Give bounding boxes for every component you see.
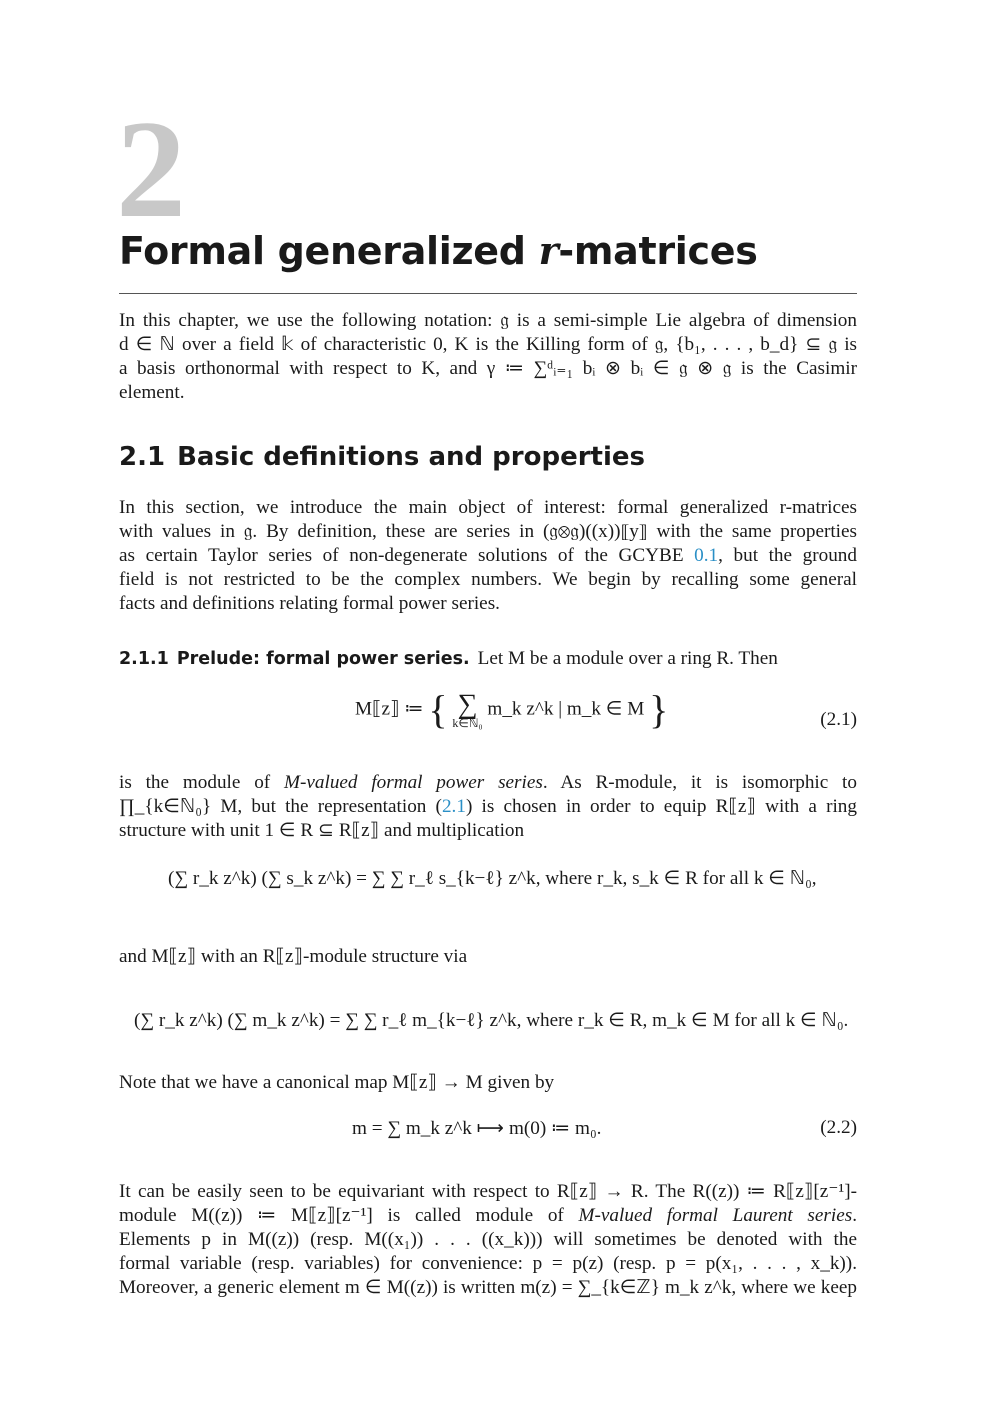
equation-2-2: m = ∑ m_k z^k ⟼ m(0) ≔ m₀. (352, 1118, 602, 1139)
para5-line (119, 1204, 857, 1228)
para2-italic: M-valued formal power series (284, 772, 543, 793)
intro-line: d ∈ ℕ over a field 𝕜 of characteristic 0, K is the Killing form of 𝔤, {b₁, . . . , b_d} ⊆ 𝔤 is (119, 334, 857, 355)
para5-line: Elements p in M((z)) (resp. M((x₁)) . . . ((x_k))) will sometimes be denoted with the (119, 1229, 857, 1250)
gcybe-reference-link[interactable]: 0.1 (694, 545, 719, 566)
chapter-title-variable: r (538, 228, 559, 273)
para2-text: ) is chosen in order to equip R⟦z⟧ with a ring (465, 796, 857, 817)
section-title: Basic definitions and properties (177, 442, 645, 472)
chapter-number: 2 (116, 92, 186, 247)
equation-number-2-1: (2.1) (820, 709, 857, 730)
para2-line (119, 771, 857, 795)
subsection-number: 2.1.1 (119, 649, 169, 669)
para2-text: is the module of (119, 772, 284, 793)
para5-line: Moreover, a generic element m ∈ M((z)) is written m(z) = ∑_{k∈ℤ} m_k z^k, where we keep (119, 1277, 857, 1298)
section-number: 2.1 (119, 442, 166, 472)
para5-line: It can be easily seen to be equivariant with respect to R⟦z⟧ → R. The R((z)) ≔ R⟦z⟧[z⁻¹]- (119, 1181, 857, 1202)
equation-number-2-2: (2.2) (820, 1117, 857, 1138)
equation-2-1-link[interactable]: 2.1 (441, 796, 466, 817)
para5-text: . (852, 1205, 857, 1226)
chapter-title-suffix: -matrices (558, 229, 758, 273)
eq21-lhs: M⟦z⟧ ≔ (355, 698, 424, 720)
eq21-body: m_k z^k | m_k ∈ M (487, 698, 645, 720)
section-intro-text: , but the ground (718, 545, 857, 566)
section-intro-line: In this section, we introduce the main object of interest: formal generalized r-matrices (119, 497, 857, 518)
para5-text: module M((z)) ≔ M⟦z⟧[z⁻¹] is called module of (119, 1205, 579, 1226)
para2-line (119, 795, 857, 819)
section-intro-line: field is not restricted to be the complex numbers. We begin by recalling some general (119, 569, 857, 590)
section-intro-line: facts and definitions relating formal power series. (119, 593, 500, 614)
eq21-sum: ∑ k∈ℕ₀ (452, 689, 483, 730)
para2-line: structure with unit 1 ∈ R ⊆ R⟦z⟧ and multiplication (119, 820, 525, 841)
eq21-brace-left: { (428, 687, 448, 732)
eq21-brace-right: } (649, 687, 669, 732)
section-intro-line: with values in 𝔤. By definition, these are series in (𝔤⊗𝔤)((x))⟦y⟧ with the same properties (119, 521, 857, 542)
para4-line: Note that we have a canonical map M⟦z⟧ → M given by (119, 1072, 555, 1093)
equation-2-1 (355, 687, 669, 732)
laurent-series-paragraph (119, 1180, 857, 1300)
section-intro-text: as certain Taylor series of non-degenerate solutions of the GCYBE (119, 545, 695, 566)
canonical-map-paragraph (119, 1071, 857, 1095)
power-series-paragraph (119, 771, 857, 843)
section-heading (119, 442, 645, 472)
subsection-title: Prelude: formal power series. (176, 649, 470, 669)
para2-text: ∏_{k∈ℕ₀} M, but the representation ( (119, 796, 442, 817)
para5-italic: M-valued formal Laurent series (578, 1205, 853, 1226)
intro-line: a basis orthonormal with respect to K, and γ ≔ ∑ᵈᵢ₌₁ bᵢ ⊗ bᵢ ∈ 𝔤 ⊗ 𝔤 is the Casimir (119, 358, 857, 379)
intro-line: element. (119, 382, 185, 403)
chapter-title-prefix: Formal generalized (119, 229, 539, 273)
subsection-text: Let M be a module over a ring R. Then (477, 648, 778, 669)
para2-text: . As R-module, it is isomorphic to (542, 772, 857, 793)
intro-line: In this chapter, we use the following notation: 𝔤 is a semi-simple Lie algebra of dimension (119, 310, 857, 331)
chapter-title (119, 228, 758, 273)
intro-paragraph (119, 309, 857, 405)
para3-line: and M⟦z⟧ with an R⟦z⟧-module structure via (119, 946, 468, 967)
equation-module-action: (∑ r_k z^k) (∑ m_k z^k) = ∑ ∑ r_ℓ m_{k−ℓ} z^k, where r_k ∈ R, m_k ∈ M for all k ∈ ℕ₀. (134, 1010, 849, 1031)
section-intro-paragraph (119, 496, 857, 616)
section-intro-line (119, 544, 857, 568)
eq21-sum-sub: k∈ℕ₀ (452, 716, 483, 730)
subsection-paragraph (119, 647, 857, 671)
title-rule (119, 293, 857, 294)
para5-line: formal variable (resp. variables) for convenience: p = p(z) (resp. p = p(x₁, . . . , x_k)). (119, 1253, 857, 1274)
equation-multiplication: (∑ r_k z^k) (∑ s_k z^k) = ∑ ∑ r_ℓ s_{k−ℓ} z^k, where r_k, s_k ∈ R for all k ∈ ℕ₀, (168, 868, 817, 889)
module-structure-paragraph (119, 945, 857, 969)
